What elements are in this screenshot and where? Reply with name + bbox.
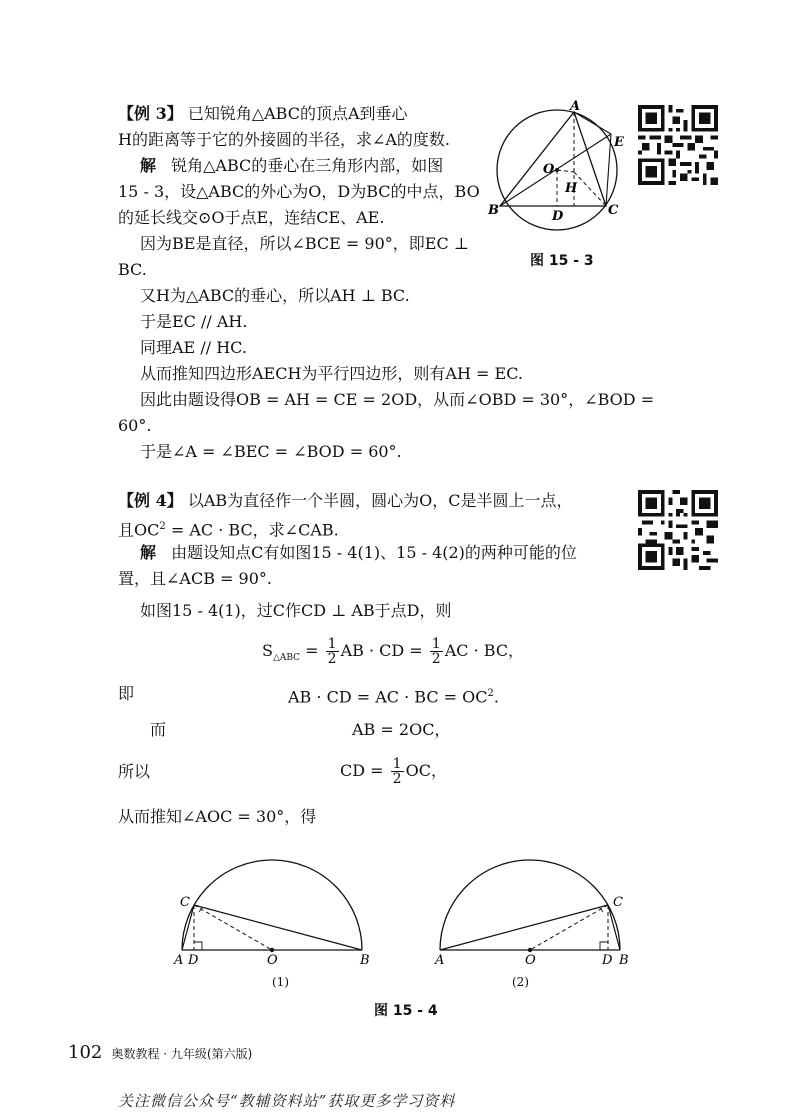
fig2-label-d: D: [602, 953, 613, 968]
point-o: [555, 168, 559, 172]
label-b: B: [488, 203, 499, 218]
equation-3-label: 而: [150, 720, 167, 739]
fig2-label-c: C: [613, 895, 623, 910]
example3-solution-line2: 15 - 3，设△ABC的外心为O，D为BC的中点，BO: [118, 182, 480, 201]
example3-solution-line10: 因此由题设得OB = AH = CE = 2OD，从而∠OBD = 30°，∠BOD =: [140, 390, 655, 409]
example4-solution-line1: 解 由题设知点C有如图15 - 4(1)、15 - 4(2)的两种可能的位: [140, 543, 577, 562]
semicircle-2: [440, 860, 620, 950]
line-oh: [557, 170, 574, 172]
point-o-2: [528, 948, 532, 952]
page-number: 102: [68, 1042, 103, 1063]
figure-15-4-2: [425, 840, 635, 970]
line-co-2: [530, 905, 608, 950]
example3-solution-line9: 从而推知四边形AECH为平行四边形，则有AH = EC.: [140, 364, 523, 383]
example3-solution-line11: 60°.: [118, 416, 152, 435]
semicircle-1: [182, 860, 362, 950]
equation-2: AB · CD = AC · BC = $OC^2$.: [288, 687, 499, 707]
example3-tag: 【例 3】: [118, 104, 183, 123]
watermark-text: 关注微信公众号“教辅资料站”获取更多学习资料: [118, 1092, 456, 1110]
page-footer: [68, 1042, 252, 1063]
label-h: H: [565, 181, 578, 196]
line-cb-2: [608, 905, 620, 950]
example3-solution-line6: 又H为△ABC的垂心，所以AH ⊥ BC.: [140, 286, 410, 305]
qr-code-example3[interactable]: [638, 105, 718, 185]
example3-solution-line4: 因为BE是直径，所以∠BCE = 90°，即EC ⊥: [140, 234, 469, 253]
example3-solution-line3: 的延长线交⊙O于点E，连结CE、AE.: [118, 208, 385, 227]
line-hc: [574, 172, 606, 206]
example3-line2: H的距离等于它的外接圆的半径，求∠A的度数.: [118, 130, 451, 149]
label-d: D: [552, 209, 564, 224]
fraction-half-1: $\frac{1}{2}$: [327, 636, 337, 667]
right-angle-d-2: [600, 942, 608, 950]
label-o: O: [543, 162, 555, 177]
label-e: E: [614, 135, 624, 150]
equation-4-label: 所以: [118, 762, 151, 781]
example4-line1: 【例 4】 以AB为直径作一个半圆，圆心为O，C是半圆上一点，: [118, 491, 573, 510]
point-o-1: [270, 948, 274, 952]
line-cb-1: [194, 905, 362, 950]
book-title: 奥数教程 · 九年级(第六版): [111, 1047, 253, 1061]
example4-line2: 且$OC^2$ = AC · BC，求∠CAB.: [118, 520, 339, 540]
example4-solution-line2: 置，且∠ACB = 90°.: [118, 569, 272, 588]
line-ec: [606, 134, 611, 206]
qr-code-example4[interactable]: [638, 490, 718, 570]
equation-4: CD = $\frac{1}{2}$ OC，: [340, 756, 447, 787]
example3-solution-line5: BC.: [118, 260, 147, 279]
fig1-label-b: B: [360, 953, 370, 968]
fig2-label-o: O: [525, 953, 536, 968]
line-ac-1: [182, 905, 194, 950]
example3-line1: 【例 3】 已知锐角△ABC的顶点A到垂心: [118, 104, 408, 123]
line-co-1: [194, 905, 272, 950]
line-ac-2: [440, 905, 608, 950]
label-a: A: [570, 100, 581, 114]
figure-15-4-caption: 图 15 - 4: [374, 1003, 438, 1019]
example4-solution-line3: 如图15 - 4(1)，过C作CD ⊥ AB于点D，则: [140, 601, 452, 620]
equation-2-label: 即: [118, 684, 135, 703]
fraction-half-2: $\frac{1}{2}$: [431, 636, 441, 667]
label-c: C: [608, 203, 619, 218]
figure-15-3-caption: 图 15 - 3: [530, 253, 594, 269]
fig1-label-d: D: [188, 953, 199, 968]
example4-solution-line4: 从而推知∠AOC = 30°，得: [118, 807, 317, 826]
figure-15-4-1: [170, 840, 380, 970]
example4-tag: 【例 4】: [118, 491, 183, 510]
fig1-label-a: A: [174, 953, 184, 968]
example3-solution-line1: 解 锐角△ABC的垂心在三角形内部，如图: [140, 156, 444, 175]
fig2-label-b: B: [619, 953, 629, 968]
example3-solution-line7: 于是EC // AH.: [140, 312, 248, 331]
fig1-label-o: O: [267, 953, 278, 968]
fraction-half-3: $\frac{1}{2}$: [392, 756, 402, 787]
figure-15-3: [480, 100, 640, 235]
figure-15-4-sub2: (2): [512, 975, 529, 989]
fig2-label-a: A: [435, 953, 445, 968]
right-angle-d-1: [194, 942, 202, 950]
fig1-label-c: C: [180, 895, 190, 910]
line-ae: [574, 112, 611, 134]
equation-3: AB = 2OC，: [352, 720, 451, 739]
example3-solution-line8: 同理AE // HC.: [140, 338, 247, 357]
example3-solution-line12: 于是∠A = ∠BEC = ∠BOD = 60°.: [140, 442, 402, 461]
figure-15-4-sub1: (1): [272, 975, 289, 989]
equation-area: $S_{\triangle ABC}$ = $\frac{1}{2}$ AB · CD = $\frac{1}{2}$ AC · BC，: [262, 636, 525, 667]
